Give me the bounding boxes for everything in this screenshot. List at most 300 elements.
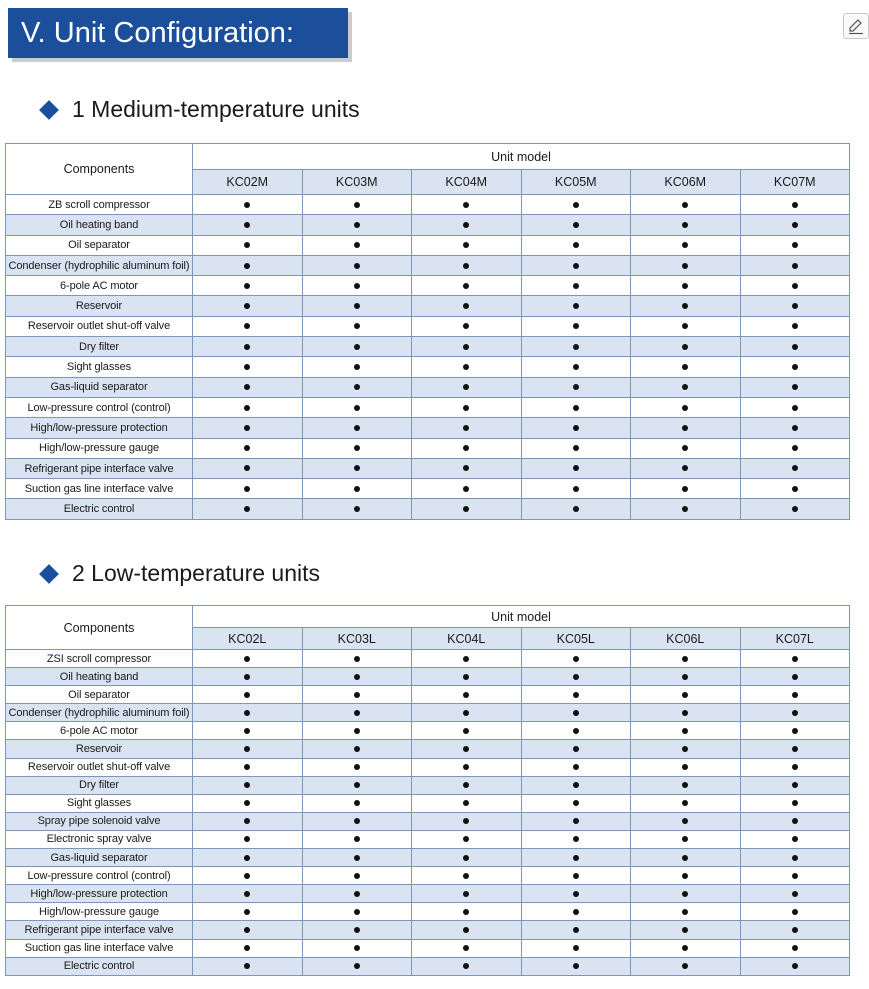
mark-cell [740,479,850,499]
filled-dot-icon [463,927,469,933]
mark-cell [302,418,412,438]
mark-cell [412,830,522,848]
filled-dot-icon [463,873,469,879]
table-row [6,377,850,397]
table-row [6,337,850,357]
mark-cell [302,479,412,499]
mark-cell [740,758,850,776]
filled-dot-icon [463,364,469,370]
filled-dot-icon [573,263,579,269]
mark-cell [193,215,303,235]
filled-dot-icon [682,873,688,879]
filled-dot-icon [244,674,250,680]
filled-dot-icon [354,927,360,933]
mark-cell [521,812,631,830]
mark-cell [193,296,303,316]
mark-cell [740,722,850,740]
filled-dot-icon [792,323,798,329]
mark-cell [302,337,412,357]
mark-cell [631,849,741,867]
filled-dot-icon [244,873,250,879]
mark-cell [631,794,741,812]
diamond-icon [39,564,59,584]
mark-cell [193,357,303,377]
mark-cell [193,794,303,812]
mark-cell [740,668,850,686]
mark-cell [740,337,850,357]
mark-cell [193,337,303,357]
filled-dot-icon [573,465,579,471]
table-row [6,255,850,275]
mark-cell [412,849,522,867]
filled-dot-icon [354,506,360,512]
component-name: Sight glasses [6,357,193,377]
model-header: KC04L [412,628,522,650]
filled-dot-icon [573,344,579,350]
mark-cell [631,357,741,377]
mark-cell [740,418,850,438]
component-name: Refrigerant pipe interface valve [6,921,193,939]
mark-cell [740,255,850,275]
components-header: Components [6,606,193,650]
mark-cell [302,939,412,957]
filled-dot-icon [354,764,360,770]
mark-cell [631,885,741,903]
mark-cell [412,650,522,668]
filled-dot-icon [244,963,250,969]
filled-dot-icon [354,344,360,350]
filled-dot-icon [682,222,688,228]
model-header: KC04M [412,170,522,195]
mark-cell [302,215,412,235]
mark-cell [412,686,522,704]
filled-dot-icon [573,728,579,734]
filled-dot-icon [244,927,250,933]
mark-cell [193,758,303,776]
filled-dot-icon [463,764,469,770]
mark-cell [740,885,850,903]
mark-cell [302,235,412,255]
filled-dot-icon [792,710,798,716]
mark-cell [302,812,412,830]
mark-cell [193,668,303,686]
filled-dot-icon [354,465,360,471]
filled-dot-icon [682,202,688,208]
medium-temperature-table [5,143,850,520]
mark-cell [412,867,522,885]
filled-dot-icon [463,506,469,512]
mark-cell [631,921,741,939]
mark-cell [740,377,850,397]
filled-dot-icon [792,891,798,897]
mark-cell [631,758,741,776]
mark-cell [302,903,412,921]
filled-dot-icon [354,782,360,788]
component-name: Electronic spray valve [6,830,193,848]
mark-cell [412,195,522,215]
filled-dot-icon [244,465,250,471]
mark-cell [193,740,303,758]
filled-dot-icon [354,364,360,370]
table-row [6,397,850,417]
table-row [6,921,850,939]
table-row [6,740,850,758]
mark-cell [631,704,741,722]
filled-dot-icon [244,263,250,269]
filled-dot-icon [244,891,250,897]
filled-dot-icon [244,909,250,915]
mark-cell [302,255,412,275]
mark-cell [521,276,631,296]
mark-cell [193,499,303,519]
mark-cell [302,704,412,722]
filled-dot-icon [573,945,579,951]
table-row [6,316,850,336]
mark-cell [631,458,741,478]
filled-dot-icon [463,263,469,269]
mark-cell [521,650,631,668]
mark-cell [631,903,741,921]
mark-cell [740,650,850,668]
filled-dot-icon [573,222,579,228]
filled-dot-icon [354,909,360,915]
filled-dot-icon [792,303,798,309]
filled-dot-icon [682,465,688,471]
filled-dot-icon [244,506,250,512]
filled-dot-icon [244,222,250,228]
filled-dot-icon [463,674,469,680]
filled-dot-icon [354,384,360,390]
mark-cell [302,316,412,336]
filled-dot-icon [463,656,469,662]
table-row [6,794,850,812]
filled-dot-icon [792,656,798,662]
filled-dot-icon [682,384,688,390]
table-row [6,418,850,438]
mark-cell [193,885,303,903]
filled-dot-icon [682,836,688,842]
filled-dot-icon [573,425,579,431]
filled-dot-icon [573,674,579,680]
mark-cell [521,479,631,499]
low-temperature-table [5,605,850,976]
diamond-icon [39,100,59,120]
filled-dot-icon [463,303,469,309]
filled-dot-icon [682,283,688,289]
component-name: Oil separator [6,686,193,704]
mark-cell [740,499,850,519]
mark-cell [302,722,412,740]
filled-dot-icon [244,344,250,350]
model-header: KC05M [521,170,631,195]
component-name: High/low-pressure gauge [6,903,193,921]
mark-cell [412,499,522,519]
filled-dot-icon [463,818,469,824]
mark-cell [740,195,850,215]
mark-cell [740,776,850,794]
mark-cell [740,357,850,377]
mark-cell [412,758,522,776]
filled-dot-icon [792,963,798,969]
filled-dot-icon [463,465,469,471]
component-name: Refrigerant pipe interface valve [6,458,193,478]
mark-cell [302,397,412,417]
component-name: Oil heating band [6,668,193,686]
filled-dot-icon [463,800,469,806]
mark-cell [631,867,741,885]
mark-cell [302,377,412,397]
filled-dot-icon [682,818,688,824]
filled-dot-icon [682,364,688,370]
filled-dot-icon [354,855,360,861]
filled-dot-icon [792,405,798,411]
filled-dot-icon [463,384,469,390]
filled-dot-icon [354,945,360,951]
table-row [6,830,850,848]
mark-cell [631,668,741,686]
component-name: 6-pole AC motor [6,276,193,296]
table-row [6,479,850,499]
filled-dot-icon [244,692,250,698]
mark-cell [521,903,631,921]
filled-dot-icon [463,202,469,208]
mark-cell [412,357,522,377]
filled-dot-icon [792,445,798,451]
filled-dot-icon [244,445,250,451]
filled-dot-icon [682,710,688,716]
mark-cell [740,458,850,478]
section-heading-low [40,560,320,587]
mark-cell [412,722,522,740]
table-row [6,758,850,776]
table-row [6,296,850,316]
table-row [6,849,850,867]
filled-dot-icon [354,202,360,208]
filled-dot-icon [463,710,469,716]
mark-cell [521,830,631,848]
filled-dot-icon [354,891,360,897]
mark-cell [412,255,522,275]
mark-cell [521,957,631,975]
table-row [6,939,850,957]
filled-dot-icon [792,384,798,390]
filled-dot-icon [573,891,579,897]
filled-dot-icon [573,323,579,329]
filled-dot-icon [573,746,579,752]
filled-dot-icon [792,728,798,734]
filled-dot-icon [792,465,798,471]
filled-dot-icon [792,873,798,879]
mark-cell [412,296,522,316]
filled-dot-icon [573,486,579,492]
filled-dot-icon [354,283,360,289]
filled-dot-icon [573,710,579,716]
filled-dot-icon [244,303,250,309]
component-name: Electric control [6,957,193,975]
mark-cell [631,195,741,215]
component-name: Suction gas line interface valve [6,479,193,499]
mark-cell [412,740,522,758]
mark-cell [412,479,522,499]
filled-dot-icon [792,283,798,289]
mark-cell [740,296,850,316]
mark-cell [193,776,303,794]
mark-cell [521,776,631,794]
mark-cell [412,957,522,975]
component-name: Electric control [6,499,193,519]
filled-dot-icon [244,710,250,716]
filled-dot-icon [244,242,250,248]
filled-dot-icon [573,242,579,248]
filled-dot-icon [792,927,798,933]
section-heading-medium [40,96,360,123]
mark-cell [740,849,850,867]
model-header: KC02L [193,628,303,650]
filled-dot-icon [463,945,469,951]
filled-dot-icon [573,836,579,842]
mark-cell [631,377,741,397]
mark-cell [302,885,412,903]
filled-dot-icon [792,692,798,698]
filled-dot-icon [463,486,469,492]
mark-cell [631,499,741,519]
filled-dot-icon [463,344,469,350]
filled-dot-icon [682,764,688,770]
model-header: KC06L [631,628,741,650]
mark-cell [631,418,741,438]
table-row [6,686,850,704]
mark-cell [193,686,303,704]
filled-dot-icon [792,855,798,861]
mark-cell [521,215,631,235]
filled-dot-icon [244,486,250,492]
components-header: Components [6,144,193,195]
filled-dot-icon [573,692,579,698]
table-row [6,704,850,722]
filled-dot-icon [244,425,250,431]
component-name: Oil heating band [6,215,193,235]
filled-dot-icon [244,782,250,788]
filled-dot-icon [573,909,579,915]
filled-dot-icon [682,303,688,309]
filled-dot-icon [792,506,798,512]
mark-cell [740,740,850,758]
edit-button[interactable] [843,13,869,39]
mark-cell [521,668,631,686]
filled-dot-icon [354,242,360,248]
mark-cell [193,957,303,975]
mark-cell [302,776,412,794]
mark-cell [302,867,412,885]
filled-dot-icon [792,782,798,788]
mark-cell [193,418,303,438]
filled-dot-icon [354,222,360,228]
mark-cell [631,812,741,830]
mark-cell [193,235,303,255]
mark-cell [740,921,850,939]
filled-dot-icon [354,728,360,734]
component-name: Condenser (hydrophilic aluminum foil) [6,704,193,722]
mark-cell [193,255,303,275]
mark-cell [412,276,522,296]
mark-cell [302,758,412,776]
filled-dot-icon [792,202,798,208]
filled-dot-icon [792,746,798,752]
mark-cell [521,849,631,867]
mark-cell [302,921,412,939]
filled-dot-icon [354,445,360,451]
filled-dot-icon [354,710,360,716]
mark-cell [193,830,303,848]
filled-dot-icon [244,728,250,734]
filled-dot-icon [354,323,360,329]
component-name: Gas-liquid separator [6,849,193,867]
table-row [6,458,850,478]
filled-dot-icon [682,927,688,933]
mark-cell [631,255,741,275]
table-row [6,357,850,377]
filled-dot-icon [463,222,469,228]
component-name: Reservoir outlet shut-off valve [6,758,193,776]
table-row [6,235,850,255]
filled-dot-icon [792,242,798,248]
filled-dot-icon [792,364,798,370]
filled-dot-icon [354,818,360,824]
filled-dot-icon [682,263,688,269]
filled-dot-icon [682,891,688,897]
table-row [6,722,850,740]
table-row [6,812,850,830]
mark-cell [740,686,850,704]
mark-cell [193,722,303,740]
mark-cell [521,758,631,776]
mark-cell [521,357,631,377]
component-name: Spray pipe solenoid valve [6,812,193,830]
mark-cell [412,812,522,830]
filled-dot-icon [463,746,469,752]
mark-cell [193,397,303,417]
mark-cell [521,255,631,275]
unit-model-header: Unit model [193,606,850,628]
filled-dot-icon [463,836,469,842]
table-row [6,776,850,794]
component-name: High/low-pressure protection [6,885,193,903]
filled-dot-icon [573,364,579,370]
mark-cell [412,668,522,686]
component-name: Dry filter [6,776,193,794]
component-name: Dry filter [6,337,193,357]
filled-dot-icon [682,963,688,969]
filled-dot-icon [573,818,579,824]
filled-dot-icon [463,425,469,431]
filled-dot-icon [354,836,360,842]
filled-dot-icon [354,656,360,662]
filled-dot-icon [573,963,579,969]
filled-dot-icon [573,445,579,451]
mark-cell [740,397,850,417]
filled-dot-icon [682,746,688,752]
mark-cell [631,722,741,740]
mark-cell [631,438,741,458]
mark-cell [521,296,631,316]
filled-dot-icon [244,836,250,842]
component-name: Low-pressure control (control) [6,397,193,417]
pencil-icon [844,14,868,38]
mark-cell [521,499,631,519]
filled-dot-icon [573,800,579,806]
mark-cell [193,849,303,867]
mark-cell [412,903,522,921]
